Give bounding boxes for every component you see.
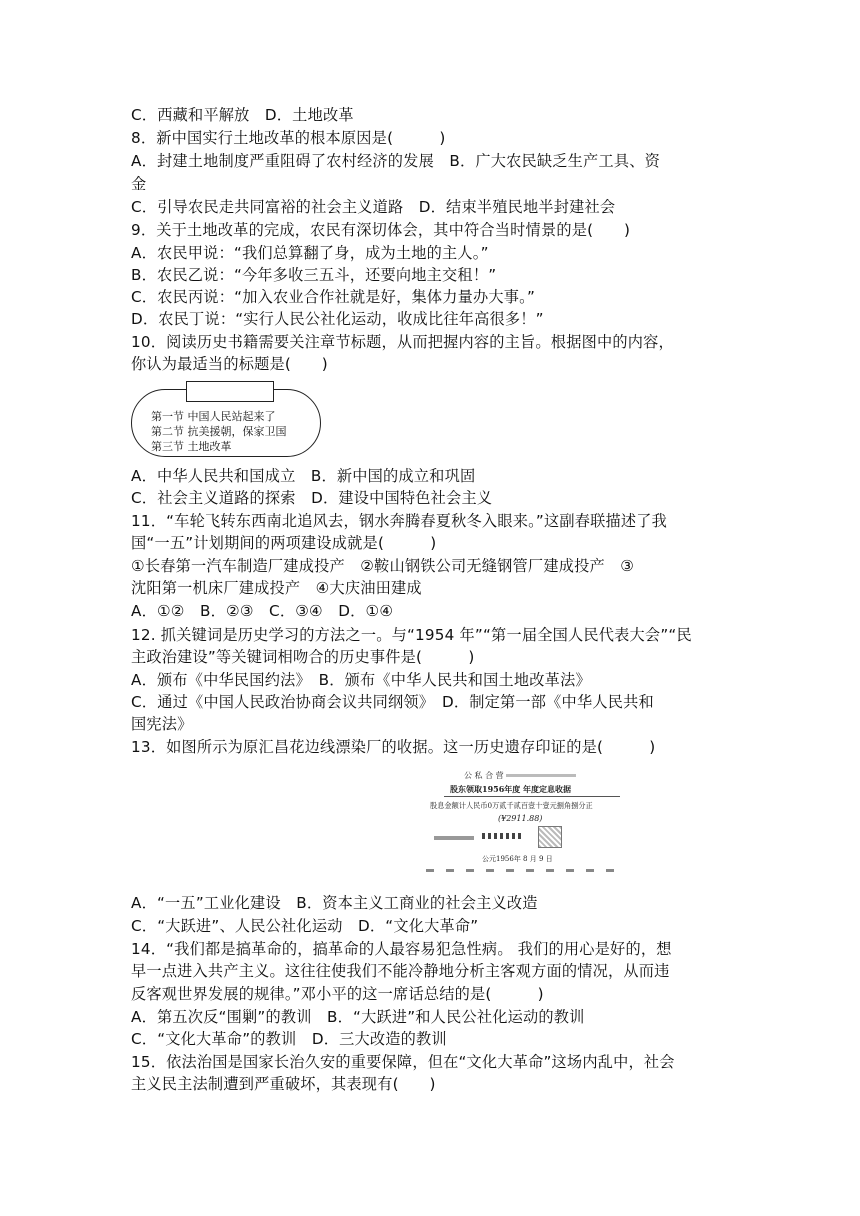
- question-9: 9．关于土地改革的完成，农民有深切体会，其中符合当时情景的是( ): [131, 221, 631, 239]
- statement-line: 沈阳第一机床厂建成投产 ④大庆油田建成: [131, 579, 422, 597]
- option-line: C．“大跃进”、人民公社化运动 D．“文化大革命”: [131, 917, 479, 935]
- question-15: 15．依法治国是国家长治久安的重要保障，但在“文化大革命”这场内乱中，社会: [131, 1053, 675, 1071]
- option-line-continued: 金: [131, 175, 147, 193]
- question-15-continued: 主义民主法制遭到严重破坏，其表现有( ): [131, 1075, 436, 1093]
- option-line: C．引导农民走共同富裕的社会主义道路 D．结束半殖民地半封建社会: [131, 198, 616, 216]
- receipt-seal-stamp: [538, 826, 562, 848]
- option-line: A．①② B．②③ C．③④ D．①④: [131, 602, 394, 620]
- question-12-continued: 主政治建设”等关键词相吻合的历史事件是( ): [131, 648, 475, 666]
- chapter-item: 第三节 土地改革: [151, 440, 232, 453]
- receipt-handwritten-name: [482, 833, 524, 839]
- option-line: A．农民甲说：“我们总算翻了身，成为土地的主人。”: [131, 244, 489, 262]
- option-line: C．社会主义道路的探索 D．建设中国特色社会主义: [131, 489, 493, 507]
- option-line: C．“文化大革命”的教训 D．三大改造的教训: [131, 1030, 447, 1048]
- option-line: A．第五次反“围剿”的教训 B．“大跃进”和人民公社化运动的教训: [131, 1008, 585, 1026]
- option-line: A．封建土地制度严重阻碍了农村经济的发展 B．广大农民缺乏生产工具、资: [131, 152, 660, 170]
- receipt-rule: [444, 796, 620, 797]
- receipt-faded-text: [506, 774, 576, 777]
- question-14: 14．“我们都是搞革命的，搞革命的人最容易犯急性病。 我们的用心是好的，想: [131, 940, 672, 958]
- receipt-amount: (¥2911.88): [498, 814, 543, 823]
- option-line: C．农民丙说：“加入农业合作社就是好，集体力量办大事。”: [131, 288, 536, 306]
- chapter-outline-figure: [131, 381, 321, 457]
- question-11-continued: 国“一五”计划期间的两项建设成就是( ): [131, 534, 437, 552]
- question-10-continued: 你认为最适当的标题是( ): [131, 355, 328, 373]
- chapter-item: 第一节 中国人民站起来了: [151, 410, 276, 423]
- option-line: C．通过《中国人民政治协商会议共同纲领》 D．制定第一部《中华人民共和: [131, 693, 654, 711]
- option-line: A．“一五”工业化建设 B．资本主义工商业的社会主义改造: [131, 894, 538, 912]
- receipt-signature-line: [434, 836, 474, 840]
- question-8: 8．新中国实行土地改革的根本原因是( ): [131, 129, 446, 147]
- receipt-image: [424, 770, 628, 876]
- statement-line: ①长春第一汽车制造厂建成投产 ②鞍山钢铁公司无缝钢管厂建成投产 ③: [131, 557, 635, 575]
- receipt-title: 股东领取1956年度 年度定息收据: [450, 784, 572, 794]
- chapter-item: 第二节 抗美援朝，保家卫国: [151, 425, 287, 438]
- receipt-date: 公元1956年 8 月 9 日: [482, 855, 553, 863]
- option-line: D．农民丁说：“实行人民公社化运动，收成比往年高很多！”: [131, 310, 544, 328]
- question-13: 13．如图所示为原汇昌花边线漂染厂的收据。这一历史遗存印证的是( ): [131, 738, 656, 756]
- option-line: A．颁布《中华民国约法》 B．颁布《中华人民共和国土地改革法》: [131, 671, 591, 689]
- question-14-continued: 反客观世界发展的规律。”邓小平的这一席话总结的是( ): [131, 985, 544, 1003]
- question-14-continued: 早一点进入共产主义。这往往使我们不能冷静地分析主客观方面的情况，从而违: [131, 962, 670, 980]
- question-12: 12. 抓关键词是历史学习的方法之一。与“1954 年”“第一届全国人民代表大会”“民: [131, 626, 692, 644]
- question-11: 11．“车轮飞转东西南北追风去，钢水奔腾春夏秋冬入眼来。”这副春联描述了我: [131, 512, 668, 530]
- option-line: C．西藏和平解放 D．土地改革: [131, 106, 354, 124]
- receipt-body: 股息金额计人民币0万贰千贰百壹十壹元捌角捌分正: [430, 801, 593, 810]
- blank-title-box: [186, 381, 274, 402]
- receipt-footer-line: [426, 869, 616, 872]
- option-line: B．农民乙说：“今年多收三五斗，还要向地主交租！”: [131, 266, 497, 284]
- question-10: 10．阅读历史书籍需要关注章节标题，从而把握内容的主旨。根据图中的内容，: [131, 333, 674, 351]
- option-line-continued: 国宪法》: [131, 715, 193, 733]
- receipt-header: 公 私 合 营: [464, 771, 504, 780]
- option-line: A．中华人民共和国成立 B．新中国的成立和巩固: [131, 467, 476, 485]
